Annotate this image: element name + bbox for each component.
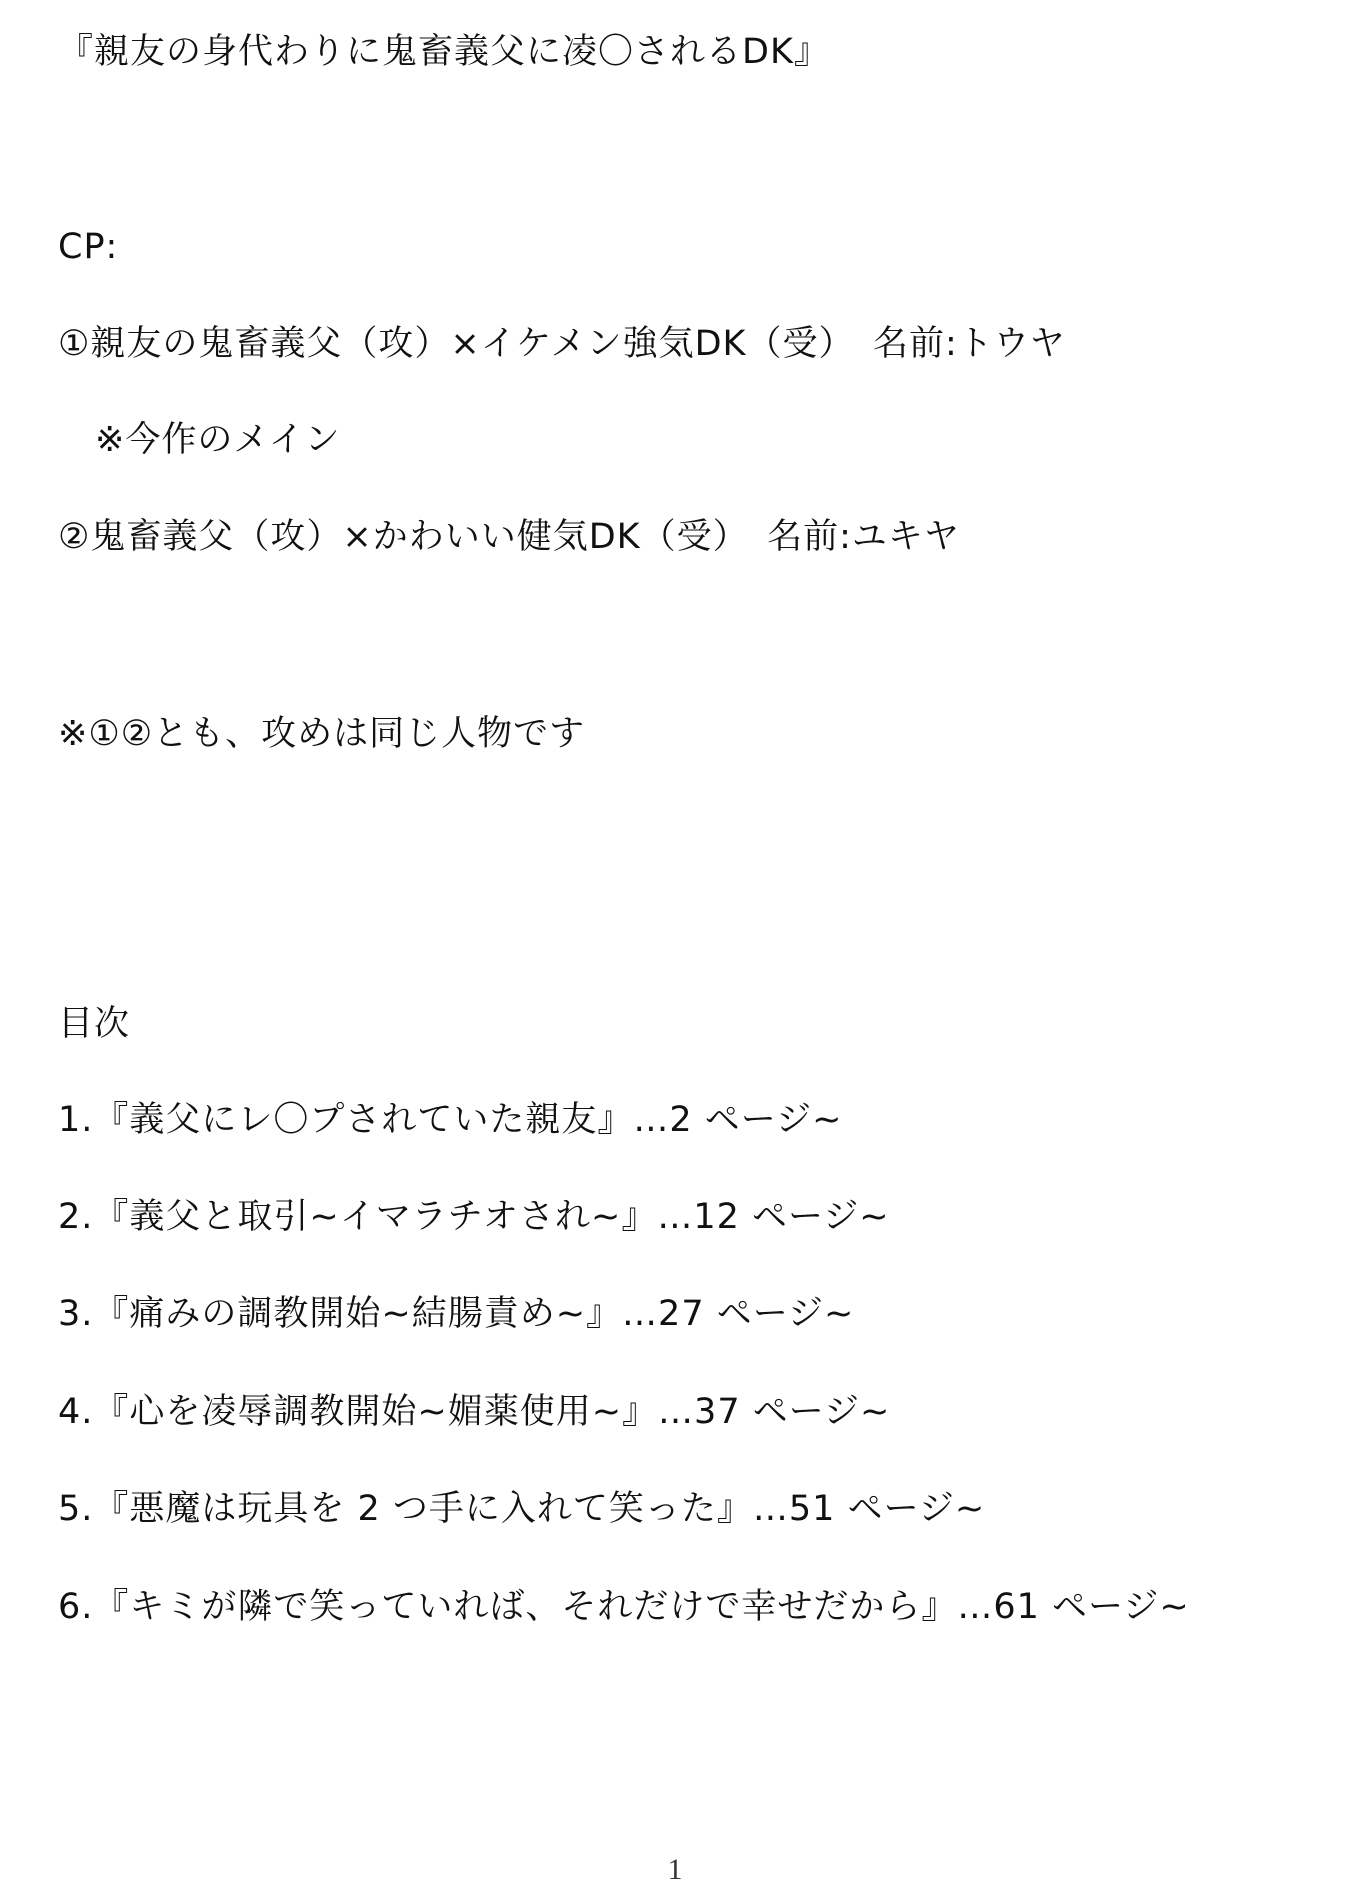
toc-item: 3.『痛みの調教開始~結腸責め~』…27 ページ~: [58, 1294, 855, 1334]
cp-item-2: ②鬼畜義父（攻）×かわいい健気DK（受） 名前:ユキヤ: [58, 517, 960, 557]
cp-main-note: ※今作のメイン: [95, 420, 341, 460]
cp-item-1: ①親友の鬼畜義父（攻）×イケメン強気DK（受） 名前:トウヤ: [58, 324, 1066, 364]
toc-item: 6.『キミが隣で笑っていれば、それだけで幸せだから』…61 ページ~: [58, 1587, 1190, 1627]
toc-item: 2.『義父と取引~イマラチオされ~』…12 ページ~: [58, 1197, 890, 1237]
cp-note: ※①②とも、攻めは同じ人物です: [58, 714, 586, 754]
page-number: 1: [667, 1853, 683, 1886]
toc-item: 5.『悪魔は玩具を 2 つ手に入れて笑った』…51 ページ~: [58, 1489, 986, 1529]
toc-item: 1.『義父にレ〇プされていた親友』…2 ページ~: [58, 1100, 843, 1140]
toc-heading: 目次: [58, 1004, 131, 1044]
cp-label: CP:: [58, 227, 119, 267]
toc-item: 4.『心を凌辱調教開始~媚薬使用~』…37 ページ~: [58, 1392, 891, 1432]
document-title: 『親友の身代わりに鬼畜義父に凌〇されるDK』: [58, 32, 830, 72]
